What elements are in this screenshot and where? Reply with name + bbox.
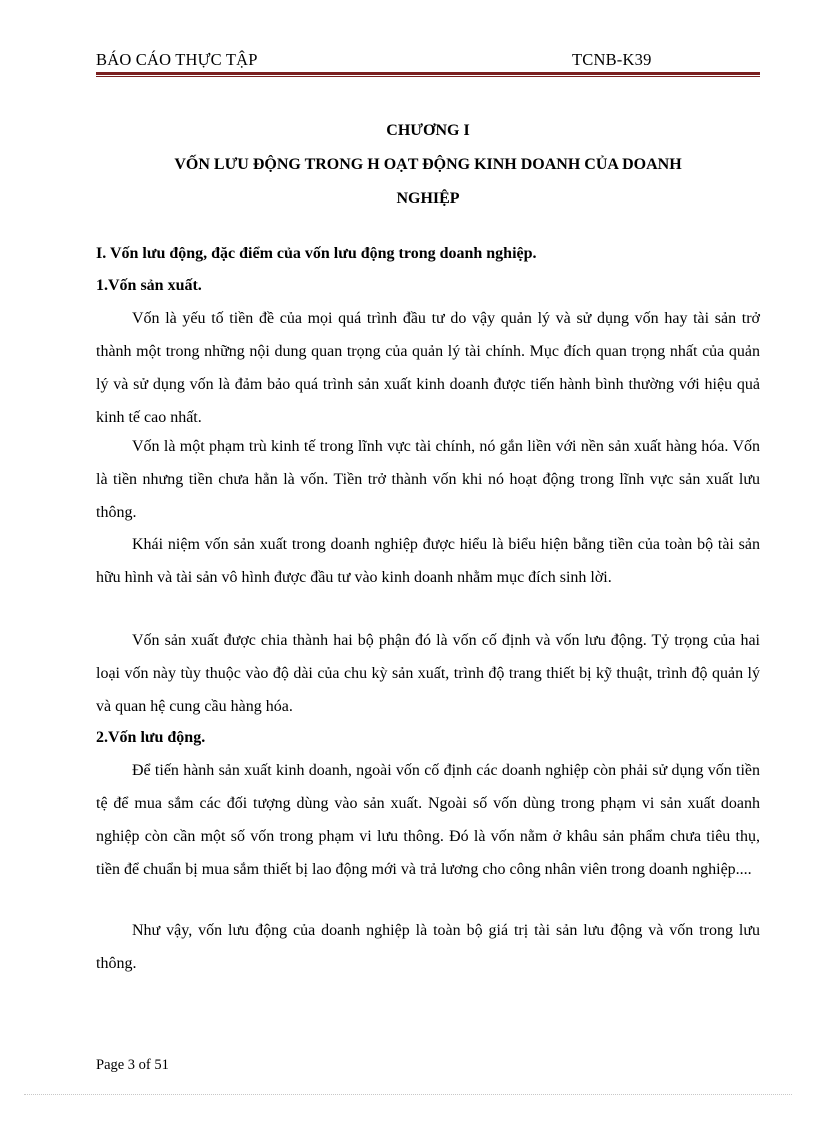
header-rule-thick	[96, 72, 760, 75]
header-title: BÁO CÁO THỰC TẬP	[96, 50, 258, 69]
header-rule-thin	[96, 76, 760, 77]
paragraph-4: Vốn sản xuất được chia thành hai bộ phận đó là vốn cố định và vốn lưu động. Tỷ trọng của hai loại vốn này tùy thuộc vào độ dài của chu kỳ sản xuất, trình độ trang thiết bị kỹ thuật, trình độ quản lý và quan hệ cung cầu hàng hóa.	[96, 632, 760, 715]
page-header	[96, 50, 760, 74]
chapter-number: CHƯƠNG I	[386, 122, 470, 139]
page-number: Page 3 of 51	[96, 1057, 169, 1073]
chapter-heading	[96, 114, 760, 216]
header-code: TCNB-K39	[572, 50, 652, 69]
paragraph-2: Vốn là một phạm trù kinh tế trong lĩnh vực tài chính, nó gắn liền với nền sản xuất hàng hóa. Vốn là tiền nhưng tiền chưa hẳn là vốn. Tiền trở thành vốn khi nó hoạt động trong lĩnh vực sản xuất lưu thông.	[96, 438, 760, 521]
subsection-heading-2: 2.Vốn lưu động.	[96, 729, 206, 746]
paragraph-5: Để tiến hành sản xuất kinh doanh, ngoài vốn cố định các doanh nghiệp còn phải sử dụng vốn tiền tệ để mua sắm các đối tượng dùng vào sản xuất. Ngoài số vốn dùng trong phạm vi sản xuất doanh nghiệp còn cần một số vốn trong phạm vi lưu thông. Đó là vốn nằm ở khâu sản phẩm chưa tiêu thụ, tiền để chuẩn bị mua sắm thiết bị lao động mới và trả lương cho công nhân viên trong doanh nghiệp....	[96, 762, 760, 878]
page-bottom-divider	[24, 1094, 792, 1095]
section-heading: I. Vốn lưu động, đặc điểm của vốn lưu động trong doanh nghiệp.	[96, 245, 537, 262]
paragraph-1: Vốn là yếu tố tiền đề của mọi quá trình đầu tư do vậy quản lý và sử dụng vốn hay tài sản trở thành một trong những nội dung quan trọng của quản lý tài chính. Mục đích quan trọng nhất của quản lý và sử dụng vốn là đảm bảo quá trình sản xuất kinh doanh được tiến hành bình thường với hiệu quả kinh tế cao nhất.	[96, 310, 760, 426]
chapter-title-line2: NGHIỆP	[396, 190, 460, 207]
paragraph-6: Như vậy, vốn lưu động của doanh nghiệp là toàn bộ giá trị tài sản lưu động và vốn trong lưu thông.	[96, 922, 760, 972]
subsection-heading-1: 1.Vốn sản xuất.	[96, 277, 202, 294]
chapter-title-line1: VỐN LƯU ĐỘNG TRONG H OẠT ĐỘNG KINH DOANH CỦA DOANH	[174, 156, 682, 173]
paragraph-3: Khái niệm vốn sản xuất trong doanh nghiệp được hiểu là biểu hiện bằng tiền của toàn bộ tài sản hữu hình và tài sản vô hình được đầu tư vào kinh doanh nhằm mục đích sinh lời.	[96, 536, 760, 586]
